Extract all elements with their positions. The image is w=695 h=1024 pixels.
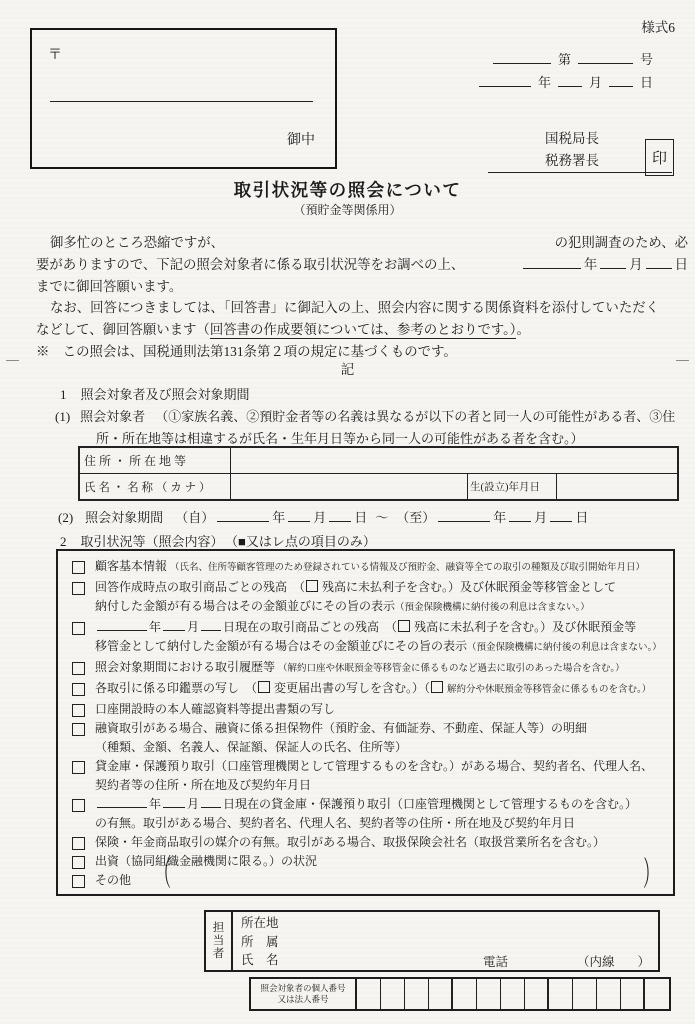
item-text: 顧客基本情報: [95, 559, 168, 573]
doc-month-field[interactable]: [558, 74, 582, 87]
section1-heading: [60, 384, 250, 403]
safe-asof-year-field[interactable]: [97, 796, 147, 808]
checklist-item-insurance-brokerage: [69, 833, 665, 852]
number-grid-label-line2: 又は法人番号: [277, 994, 329, 1004]
intro-line5-underlined: 回答書の作成要領については、参考のとおりです。）: [209, 322, 517, 338]
deadline-day-field[interactable]: [646, 255, 672, 269]
checklist-item-safe-deposit-asof: [69, 795, 665, 814]
checkbox-cancelled-accounts[interactable]: [431, 681, 443, 693]
item2-number: (2): [58, 510, 74, 525]
name-value-cell[interactable]: [231, 474, 468, 501]
deadline-day-label: 日: [674, 256, 688, 272]
label-char: 当: [212, 934, 225, 947]
checkbox-unpaid-interest-1[interactable]: [306, 580, 318, 592]
number-digit-cell[interactable]: [621, 979, 645, 1009]
contact-department-row[interactable]: 所 属: [241, 934, 279, 949]
item-text: 保険・年金商品取引の媒介の有無。取引がある場合、取扱保険会社名（取扱営業所名を含む。）: [95, 835, 606, 849]
section2-title: 取引状況等（照会内容）: [80, 534, 224, 549]
intro-line-2: [36, 254, 688, 276]
label-char: 担: [212, 921, 225, 934]
section2-heading: [60, 531, 376, 550]
section1-item1-line2: 所・所在地等は相違するが氏名・生年月日等から同一人の可能性がある者を含む。）: [96, 431, 584, 446]
checkbox-other[interactable]: [72, 875, 85, 888]
item-text: 口座開設時の本人確認資料等提出書類の写し: [95, 702, 336, 716]
number-digit-cell[interactable]: [477, 979, 501, 1009]
number-digit-cell[interactable]: [381, 979, 405, 1009]
item-note: （解約口座や休眠預金等移管金に係るものなど過去に取引のあった場合を含む。）: [278, 664, 625, 674]
document-number-line: [476, 48, 657, 71]
item-text: の有無。取引がある場合、契約者名、代理人名、契約者等の住所・所在地及び契約年月日: [95, 816, 576, 830]
contact-location-row[interactable]: 所在地: [241, 916, 279, 930]
period-to-year-field[interactable]: [438, 509, 490, 522]
safe-asof-month-field[interactable]: [163, 796, 185, 808]
doc-year-label: 年: [537, 75, 551, 90]
contact-person-table: [204, 910, 660, 972]
item-text: その他: [95, 873, 132, 887]
doc-number-prefix-field[interactable]: [493, 51, 551, 64]
label-char: 者: [212, 947, 225, 960]
asof-day-label: 日: [223, 620, 236, 634]
intro-line-3: までに御回答願います。: [36, 278, 183, 294]
number-digit-cell[interactable]: [453, 979, 477, 1009]
sender-title-district: 税務署長: [545, 153, 599, 168]
section2-note: （■又はレ点の項目のみ）: [231, 534, 376, 549]
deadline-month-label: 月: [629, 256, 643, 272]
doc-number-field[interactable]: [578, 51, 633, 64]
checkbox-balance-current[interactable]: [72, 582, 85, 595]
checklist-item-customer-info: [69, 557, 665, 578]
other-close-bracket: ）: [642, 857, 659, 894]
checkbox-change-notification[interactable]: [258, 681, 270, 693]
checklist-item-safe-deposit-cont: [69, 776, 665, 795]
checklist-item-identity-documents: [69, 700, 665, 719]
checkbox-safe-deposit-asof[interactable]: [72, 799, 85, 812]
table-row-name: [79, 474, 678, 501]
item-text: 照会対象期間における取引履歴等: [95, 660, 276, 674]
contact-phone-label: 電話: [483, 954, 509, 969]
doc-number-dai: 第: [557, 52, 571, 67]
sender-titles: [545, 128, 599, 172]
safe-asof-day-label: 日: [223, 797, 236, 811]
item-text: 変更届出書の写しを含む。）（: [274, 681, 431, 695]
doc-day-label: 日: [639, 75, 653, 90]
asof-day-field[interactable]: [201, 619, 221, 631]
form-code: 様式6: [641, 20, 675, 35]
safe-asof-month-label: 月: [187, 797, 200, 811]
number-digit-cell[interactable]: [501, 979, 525, 1009]
contact-person-fields: [233, 912, 658, 970]
number-grid-cells: [357, 979, 669, 1009]
safe-asof-day-field[interactable]: [201, 796, 221, 808]
section1-item1-line1: [55, 406, 675, 425]
checkbox-balance-asof-date[interactable]: [72, 622, 85, 635]
number-digit-cell[interactable]: [597, 979, 621, 1009]
checklist-item-transaction-history: [69, 658, 665, 679]
item-text: 現在の取引商品ごとの残高 （: [235, 620, 398, 634]
ki-marker: 記: [340, 362, 355, 377]
item1-label: 照会対象者: [80, 409, 146, 424]
checklist-item-balance-current-cont: [69, 597, 665, 618]
deadline-year-label: 年: [583, 256, 598, 272]
birthdate-value-cell[interactable]: [557, 474, 679, 501]
contact-extension-open: （内線: [577, 954, 615, 969]
checklist-item-seal-card-copy: [69, 679, 665, 700]
inquiry-checklist-box: [56, 549, 675, 896]
period-to-day-field[interactable]: [550, 509, 572, 522]
table-row-address: [79, 447, 678, 474]
birthdate-label-cell: 生(設立)年月日: [468, 474, 557, 501]
item-text: 残高に未払利子を含む。）及び休眠預金等: [414, 620, 637, 634]
checklist-item-loan-collateral: [69, 719, 665, 738]
asof-year-label: 年: [149, 620, 162, 634]
doc-year-field[interactable]: [479, 74, 531, 87]
period-from-day-field[interactable]: [329, 509, 351, 522]
from-month-label: 月: [313, 510, 327, 525]
checklist-item-balance-current: [69, 578, 665, 597]
checklist-item-safe-deposit: [69, 757, 665, 776]
name-label-cell: 氏 名 ・ 名 称 （ カ ナ ）: [79, 474, 231, 501]
section1-title: 照会対象者及び照会対象期間: [80, 387, 250, 402]
intro-line5-pre: などして、御回答願います（: [36, 322, 210, 338]
intro-line2-text: 要がありますので、下記の照会対象者に係る取引状況等をお調べの上、: [36, 256, 465, 272]
checkbox-transaction-history[interactable]: [72, 662, 85, 675]
contact-name-row[interactable]: 氏 名: [241, 953, 279, 967]
checkbox-seal-card-copy[interactable]: [72, 683, 85, 696]
recipient-name-line[interactable]: [50, 101, 313, 102]
seal-character: 印: [651, 151, 667, 167]
doc-month-label: 月: [588, 75, 602, 90]
item-note: 解約分や休眠預金等移管金に係るものを含む。）: [447, 685, 652, 695]
checklist-item-safe-deposit-asof-cont: [69, 814, 665, 833]
checkbox-loan-collateral[interactable]: [72, 723, 85, 736]
sender-title-regional: 国税局長: [545, 131, 599, 146]
period-to-label: （至）: [396, 510, 436, 525]
taxpayer-number-grid: [249, 977, 671, 1011]
number-digit-cell[interactable]: [357, 979, 381, 1009]
other-open-bracket: （: [155, 857, 172, 894]
deadline-month-field[interactable]: [600, 255, 626, 269]
from-year-label: 年: [272, 510, 286, 525]
period-to-month-field[interactable]: [509, 509, 531, 522]
doc-day-field[interactable]: [609, 74, 633, 87]
period-from-month-field[interactable]: [288, 509, 310, 522]
document-reference: [476, 48, 657, 94]
safe-asof-year-label: 年: [149, 797, 162, 811]
to-year-label: 年: [493, 510, 507, 525]
from-day-label: 日: [354, 510, 368, 525]
document-subtitle: （預貯金等関係用）: [293, 203, 402, 217]
recipient-address-box: [30, 28, 337, 169]
item-text: 融資取引がある場合、融資に係る担保物件（預貯金、有価証券、不動産、保証人等）の明細: [95, 721, 588, 735]
item-text: 移管金として納付した金額が有る場合はその金額並びにその旨の表示: [95, 639, 468, 653]
asof-year-field[interactable]: [97, 619, 147, 631]
number-grid-label-line1: 照会対象者の個人番号: [260, 983, 346, 993]
intro-line1-left: 御多忙のところ恐縮ですが、: [50, 235, 225, 250]
item1-number: (1): [55, 409, 71, 424]
section1-number: 1: [60, 387, 67, 402]
intro-paragraph: [36, 232, 688, 363]
address-value-cell[interactable]: [231, 447, 679, 474]
item-note: （氏名、住所等顧客管理のため登録されている情報及び預貯金、融資等全ての取引の種類及び取引開始年月日）: [170, 563, 646, 573]
item1-note-part1: （①家族名義、②預貯金者等の名義は異なるが以下の者と同一人の可能性がある者、③住: [155, 409, 676, 424]
doc-number-go: 号: [639, 52, 653, 67]
intro-line-5: [36, 319, 688, 341]
number-grid-label: [251, 979, 357, 1009]
item-text: 残高に未払利子を含む。）及び休眠預金等移管金として: [322, 580, 617, 594]
number-digit-cell[interactable]: [549, 979, 573, 1009]
number-digit-cell[interactable]: [573, 979, 597, 1009]
item-text: 各取引に係る印鑑票の写し （: [95, 681, 258, 695]
item-text: 回答作成時点の取引商品ごとの残高 （: [95, 580, 306, 594]
item-text: （種類、金額、名義人、保証額、保証人の氏名、住所等）: [95, 740, 408, 754]
postal-mark: 〒: [48, 48, 62, 63]
intro-line1-right: の犯則調査のため、必: [554, 235, 688, 250]
item-text: 貸金庫・保護預り取引（口座管理機関として管理するものを含む。）がある場合、契約者名、代理人名、: [95, 759, 654, 773]
checklist-item-balance-asof-date: [69, 618, 665, 637]
item-note: （預金保険機構に納付後の利息は含まない。）: [395, 603, 590, 613]
item2-label: 照会対象期間: [85, 510, 164, 525]
asof-month-field[interactable]: [163, 619, 185, 631]
asof-month-label: 月: [187, 620, 200, 634]
to-month-label: 月: [534, 510, 548, 525]
item-text: 現在の貸金庫・保護預り取引（口座管理機関として管理するものを含む。）: [235, 797, 638, 811]
section1-item2-line: [58, 507, 588, 526]
checkbox-safe-deposit[interactable]: [72, 761, 85, 774]
subject-info-table: [78, 446, 679, 501]
recipient-honorific: 御中: [287, 133, 315, 148]
contact-extension-close: ）: [637, 954, 650, 969]
number-digit-cell[interactable]: [429, 979, 453, 1009]
item-text: 出資（協同組織金融機関に限る。）の状況: [95, 854, 318, 868]
item-note: （預金保険機構に納付後の利息は含まない。）: [467, 643, 662, 653]
document-date-line: [476, 71, 657, 94]
deadline-year-field[interactable]: [523, 255, 581, 269]
period-from-label: （自）: [175, 510, 215, 525]
period-from-year-field[interactable]: [217, 509, 269, 522]
contact-person-vertical-label: [206, 912, 233, 970]
checkbox-insurance-brokerage[interactable]: [72, 837, 85, 850]
to-day-label: 日: [575, 510, 589, 525]
intro-line-1: [36, 232, 688, 254]
number-digit-cell[interactable]: [405, 979, 429, 1009]
legal-basis-note: ※ この照会は、国税通則法第131条第２項の規定に基づくものです。: [36, 343, 457, 359]
document-title: 取引状況等の照会について: [233, 180, 462, 200]
checklist-item-balance-asof-date-cont: [69, 637, 665, 658]
item-text: 納付した金額が有る場合はその金額並びにその旨の表示: [95, 599, 396, 613]
checkbox-customer-info[interactable]: [72, 561, 85, 574]
intro-line5-post: 。: [516, 322, 530, 338]
number-digit-cell[interactable]: [525, 979, 549, 1009]
address-label-cell: 住 所 ・ 所 在 地 等: [79, 447, 231, 474]
checkbox-identity-documents[interactable]: [72, 704, 85, 717]
seal-box: [645, 139, 674, 176]
checkbox-capital-contribution[interactable]: [72, 856, 85, 869]
intro-line-4: なお、回答につきましては、「回答書」に御記入の上、照会内容に関する関係資料を添付していただく: [50, 300, 659, 316]
reply-deadline-date: [520, 254, 688, 276]
item-text: 契約者等の住所・所在地及び契約年月日: [95, 778, 312, 792]
section2-number: 2: [60, 534, 67, 549]
checklist-item-loan-collateral-cont: [69, 738, 665, 757]
period-tilde: ～: [375, 510, 389, 525]
checkbox-unpaid-interest-2[interactable]: [398, 620, 410, 632]
number-digit-cell[interactable]: [645, 979, 669, 1009]
